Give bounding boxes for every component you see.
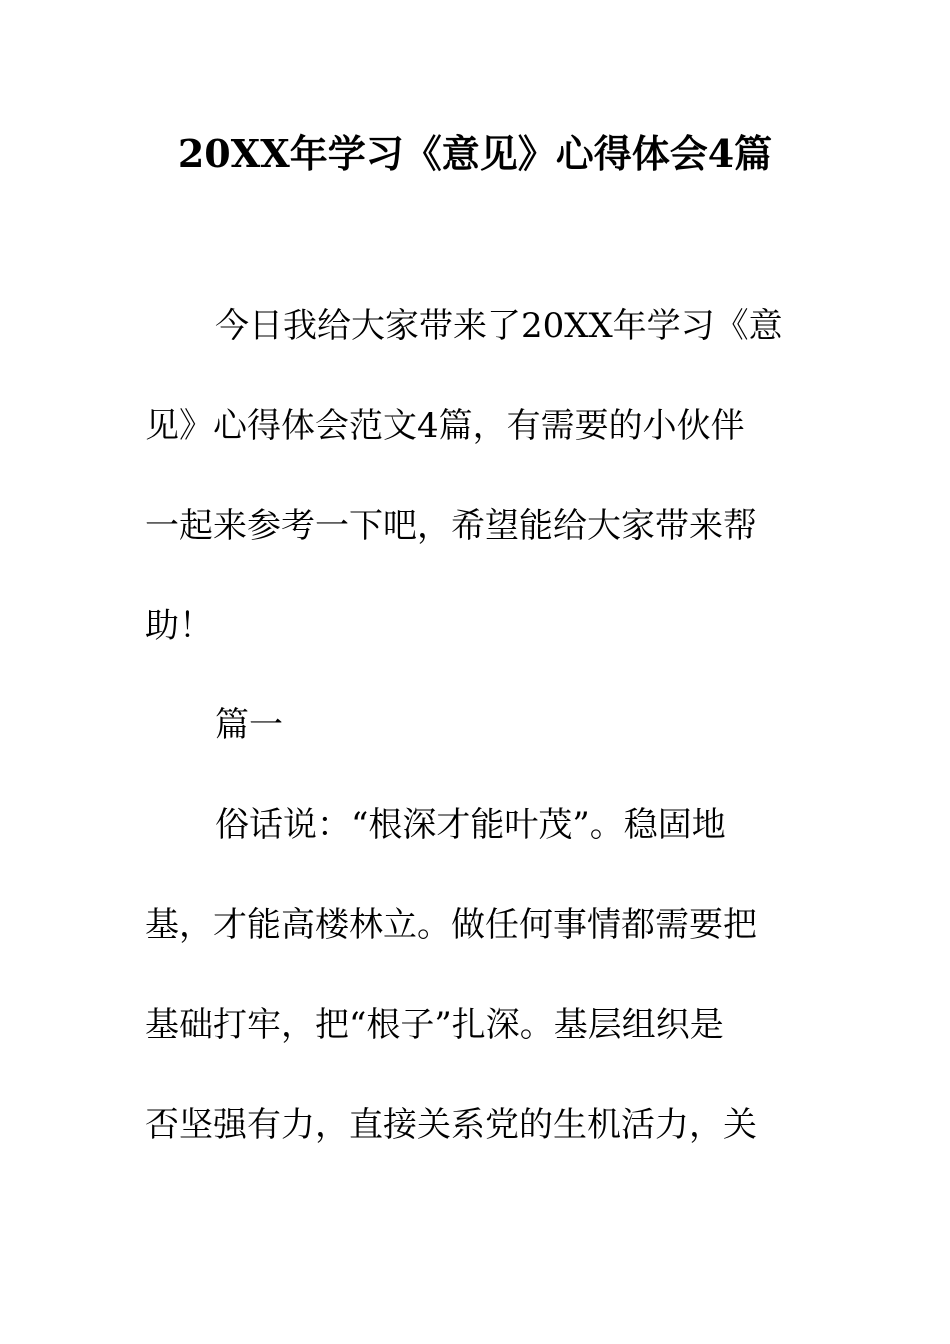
body-line-1: 俗话说：“根深才能叶茂”。稳固地 — [215, 805, 726, 845]
body-line-3: 基础打牢，把“根子”扎深。基层组织是 — [145, 1005, 724, 1045]
document-title: 20XX年学习《意见》心得体会4篇 — [177, 131, 773, 176]
intro-line-1: 今日我给大家带来了20XX年学习《意 — [215, 306, 783, 346]
body-line-2: 基，才能高楼林立。做任何事情都需要把 — [145, 905, 757, 945]
intro-line-3: 一起来参考一下吧，希望能给大家带来帮 — [145, 506, 757, 546]
section-heading: 篇一 — [215, 705, 283, 745]
body-line-4: 否坚强有力，直接关系党的生机活力，关 — [145, 1105, 757, 1145]
intro-line-2: 见》心得体会范文4篇，有需要的小伙伴 — [145, 406, 745, 446]
intro-line-4: 助！ — [145, 606, 213, 646]
